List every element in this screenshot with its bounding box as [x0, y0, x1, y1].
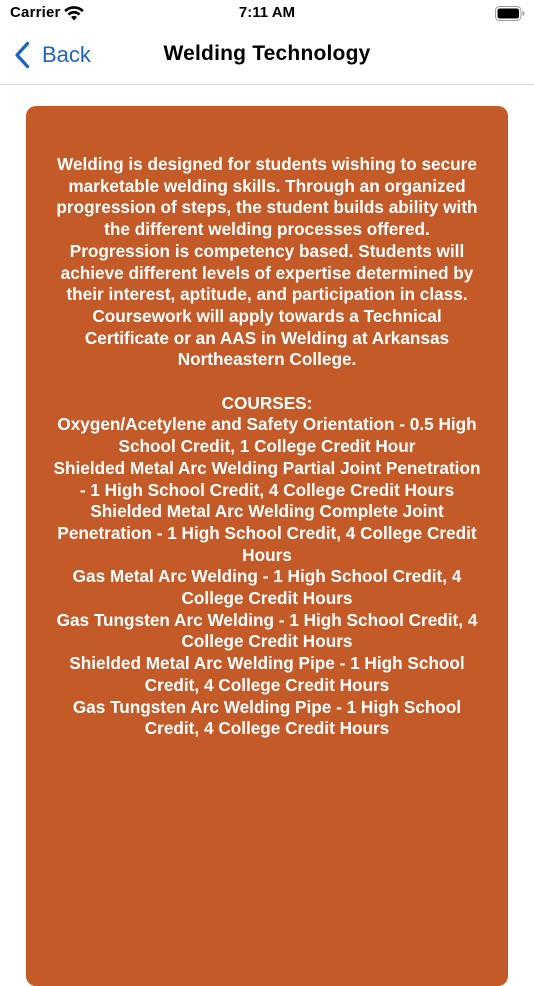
status-bar [0, 0, 534, 30]
back-button-label: Back [42, 42, 91, 67]
courses-heading: COURSES: [221, 392, 313, 413]
course-item: Gas Tungsten Arc Welding - 1 High School Credit, 4 College Credit Hours [56, 609, 478, 652]
course-item: Gas Metal Arc Welding - 1 High School Credit, 4 College Credit Hours [72, 566, 462, 609]
course-item: Oxygen/Acetylene and Safety Orientation - 0.5 High School Credit, 1 College Credit Hour [57, 414, 477, 457]
navigation-bar [0, 30, 534, 85]
program-description-text [26, 154, 508, 740]
program-description-card [26, 106, 508, 986]
section-gap [26, 371, 508, 393]
program-description: Welding is designed for students wishing to secure marketable welding skills. Through an organized progression of steps, the student builds ability with the different welding processes offered. Progression is competency based. Students will achieve different levels of expertise determined by their interest, aptitude, and participation in class. Coursework will apply towards a Technical Certificate or an AAS in Welding at Arkansas Northeastern College. [56, 154, 478, 370]
battery-icon [495, 6, 525, 21]
clock-time: 7:11 AM [238, 4, 296, 21]
carrier-label: Carrier [10, 4, 61, 21]
course-item: Gas Tungsten Arc Welding Pipe - 1 High School Credit, 4 College Credit Hours [72, 696, 462, 739]
course-item: Shielded Metal Arc Welding Pipe - 1 High School Credit, 4 College Credit Hours [69, 653, 465, 695]
course-item: Shielded Metal Arc Welding Partial Joint Penetration - 1 High School Credit, 4 College Credit Hours [53, 457, 481, 500]
course-item: Shielded Metal Arc Welding Complete Joint Penetration - 1 High School Credit, 4 College Credit Hours [57, 501, 477, 565]
page-title: Welding Technology [163, 42, 371, 65]
